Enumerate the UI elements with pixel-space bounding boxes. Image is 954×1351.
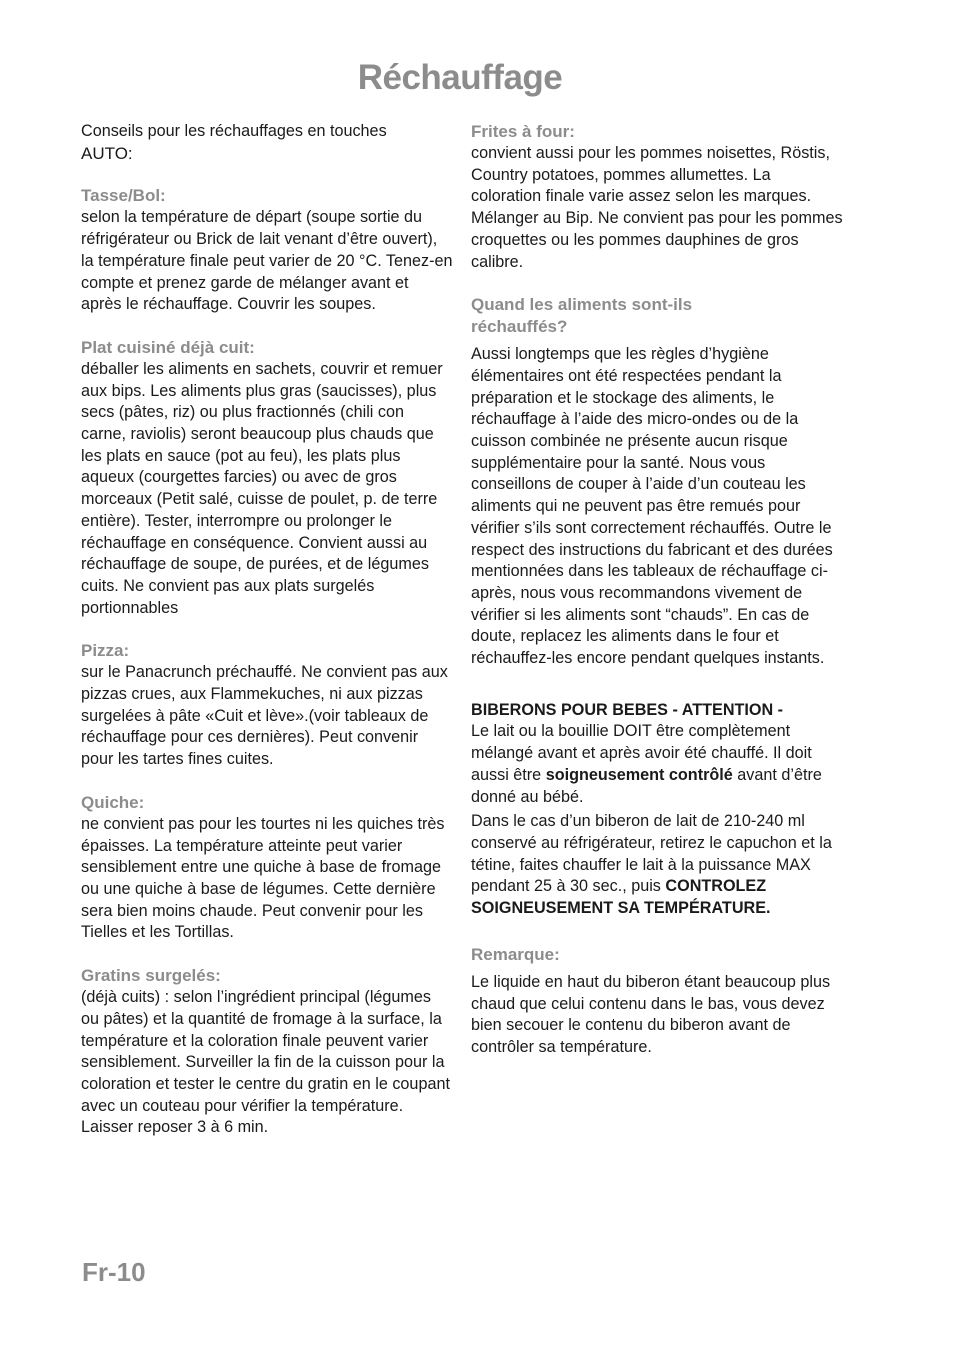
section-text: Aussi longtemps que les règles d’hygiène élémentaires ont été respectées pendant la préparation et le stockage des aliments, le réchauffage à l’aide des micro-ondes ou de la cuisson combinée ne présente aucun risque supplémentaire pour la santé. Nous vous conseillons de couper à l’aide d’un couteau les aliments qui ne peuvent pas être remués pour vérifier s’ils sont correctement réchauffés. Outre le respect des instructions du fabricant et des durées mentionnées dans les tableaux de réchauffage ci-après, nous vous recommandons vivement de vérifier si les aliments sont “chauds”. En cas de doute, replacez les aliments dans le four et réchauffez-les encore pendant quelques instants. — [471, 345, 833, 668]
right-column — [471, 121, 843, 1059]
section-text: selon la température de départ (soupe sortie du réfrigérateur ou Brick de lait venant d’être ouvert), la température finale peut varier de 20 °C. Tenez-en compte et prenez garde de mélanger avant et après le réchauffage. Couvrir les soupes. — [81, 208, 453, 314]
section-heading: Gratins surgelés: — [81, 966, 221, 986]
text-run: Le lait ou la bouillie DOIT être complètement mélangé avant et après avoir été chauffé. Il doit aussi être — [471, 722, 812, 784]
biberons-paragraph-2 — [471, 811, 843, 920]
section-text: convient aussi pour les pommes noisettes, Röstis, Country potatoes, pommes allumettes. La coloration finale varie assez selon les marques. Mélanger au Bip. Ne convient pas pour les pommes croquettes ou les pommes dauphines de gros calibre. — [471, 144, 843, 271]
page-title: Réchauffage — [357, 58, 563, 97]
section-text: (déjà cuits) : selon l’ingrédient principal (légumes ou pâtes) et la quantité de fromage à la surface, la température et la coloration finale peuvent varier sensiblement. Surveiller la fin de la cuisson pour la coloration et tester le centre du gratin en le coupant avec un couteau pour vérifier la température. Laisser reposer 3 à 6 min. — [81, 988, 450, 1137]
bold-run: CONTROLEZ SOIGNEUSEMENT SA TEMPÉRATURE. — [471, 877, 771, 918]
section-tasse-bol — [81, 185, 453, 316]
intro-text: Conseils pour les réchauffages en touches — [81, 122, 387, 140]
section-heading: Tasse/Bol: — [81, 186, 166, 206]
section-plat-cuisine — [81, 337, 453, 619]
section-biberons — [471, 700, 843, 920]
section-remarque — [471, 944, 843, 1059]
section-quand — [471, 294, 843, 670]
text-run: Dans le cas d’un biberon de lait de 210-240 ml conservé au réfrigérateur, retirez le capuchon et la tétine, faites chauffer le lait à la puissance MAX pendant 25 à 30 sec., puis — [471, 812, 832, 896]
bold-run: soigneusement contrôlé — [545, 765, 733, 784]
section-text: ne convient pas pour les tourtes ni les quiches très épaisses. La température atteinte peut varier sensiblement entre une quiche à base de fromage ou une quiche à base de légumes. Cette dernière sera bien moins chaude. Peut convenir pour les Tielles et les Tortillas. — [81, 814, 445, 942]
intro — [81, 121, 453, 164]
left-column — [81, 121, 453, 1139]
section-heading: Plat cuisiné déjà cuit: — [81, 337, 255, 357]
section-quiche — [81, 792, 453, 944]
section-heading: Quand les aliments sont-ils réchauffés? — [471, 295, 693, 337]
section-heading: BIBERONS POUR BEBES - ATTENTION - — [471, 700, 784, 719]
page-number: Fr-10 — [82, 1257, 146, 1287]
section-pizza — [81, 640, 453, 771]
section-frites — [471, 121, 843, 273]
section-text: sur le Panacrunch préchauffé. Ne convient pas aux pizzas crues, aux Flammekuches, ni aux pizzas surgelées à pâte «Cuit et lève».(voir tableaux de réchauffage pour ces dernières). Peut convenir pour les tartes fines cuites. — [81, 663, 448, 769]
intro-auto: AUTO: — [81, 143, 133, 163]
section-heading: Pizza: — [81, 641, 130, 661]
section-heading: Quiche: — [81, 792, 145, 812]
section-text: Le liquide en haut du biberon étant beaucoup plus chaud que celui contenu dans le bas, vous devez bien secouer le contenu du biberon avant de contrôler sa température. — [471, 972, 831, 1056]
section-text: déballer les aliments en sachets, couvrir et remuer aux bips. Les aliments plus gras (saucisses), plus secs (pâtes, riz) ou plus fractionnés (chili con carne, raviolis) seront beaucoup plus chauds que les plats en sauce (pot au feu), les plats plus aqueux (courgettes farcies) ou avec de gros morceaux (Petit salé, cuisse de poulet, p. de terre entière). Tester, interrompre ou prolonger le réchauffage en conséquence. Convient aussi au réchauffage de soupe, de purées, et de légumes cuits. Ne convient pas aux plats surgelés portionnables — [81, 359, 443, 617]
section-gratins — [81, 965, 453, 1139]
section-heading: Frites à four: — [471, 122, 575, 141]
section-heading: Remarque: — [471, 944, 560, 964]
biberons-paragraph-1 — [471, 721, 843, 808]
text-run: avant d’être donné au bébé. — [471, 765, 822, 806]
